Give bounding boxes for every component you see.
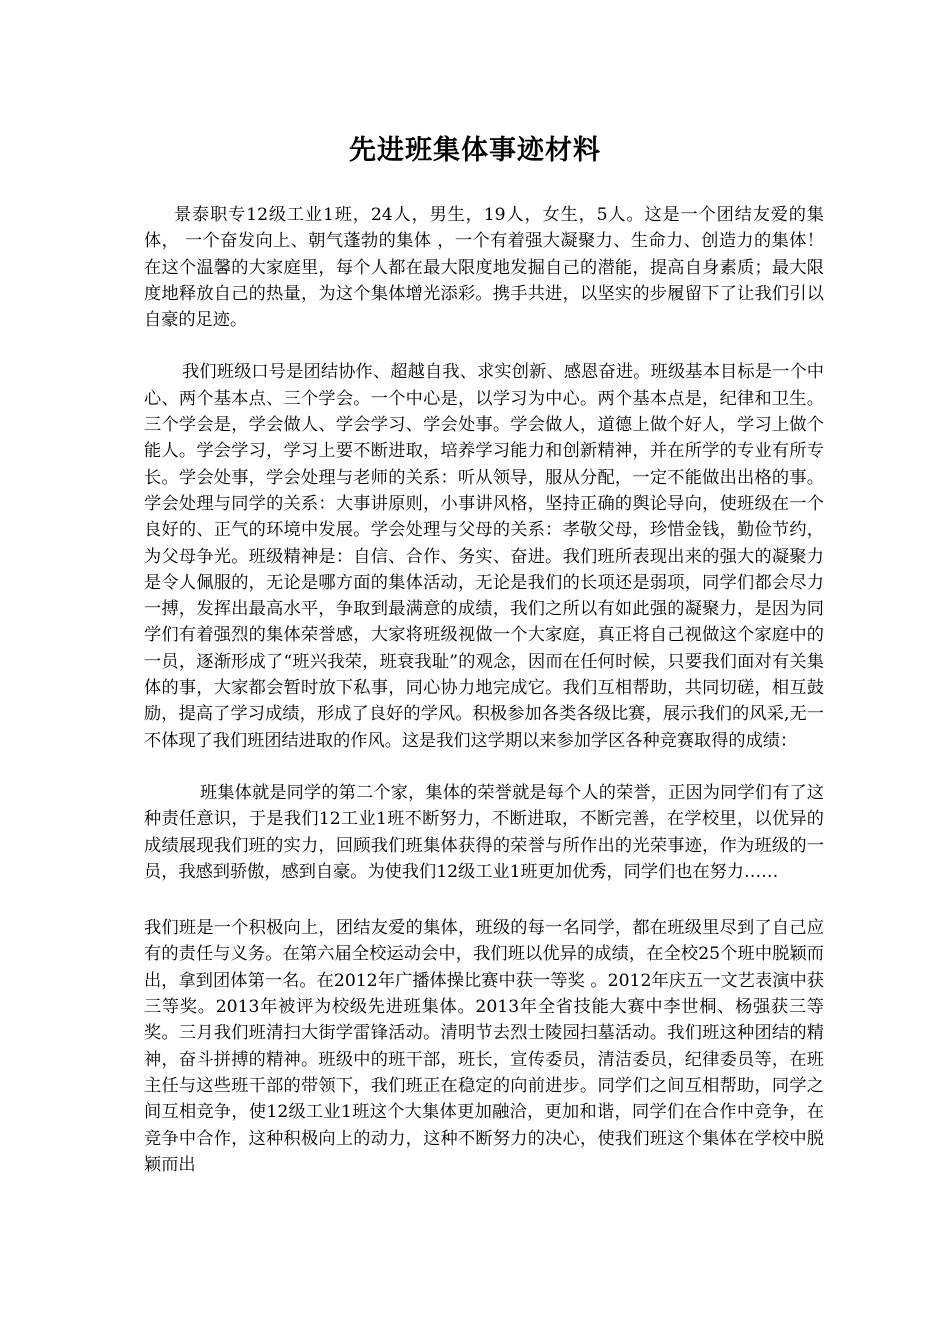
document-title: 先进班集体事迹材料 xyxy=(349,135,601,166)
paragraph-class-honor: 班集体就是同学的第二个家，集体的荣誉就是每个人的荣誉，正因为同学们有了这种责任意识，于是我们12工业1班不断努力，不断进取，不断完善，在学校里，以优异的成绩展现我们班的实力，回顾我们班集体获得的荣誉与所作出的光荣事迹，作为班级的一员，我感到骄傲，感到自豪。为使我们12级工业1班更加优秀，同学们也在努力…… xyxy=(144,782,824,882)
paragraph-class-achievements: 我们班是一个积极向上，团结友爱的集体，班级的每一名同学，都在班级里尽到了自己应有的责任与义务。在第六届全校运动会中，我们班以优异的成绩，在全校25个班中脱颖而出，拿到团体第一名。在2012年广播体操比赛中获一等奖 。2012年庆五一文艺表演中获三等奖。2013年被评为校级先进班集体。2013年全省技能大赛中李世桐、杨强获三等奖。三月我们班清扫大街学雷锋活动。清明节去烈士陵园扫墓活动。我们班这种团结的精神，奋斗拼搏的精神。班级中的班干部，班长，宣传委员，清洁委员，纪律委员等，在班主任与这些班干部的带领下，我们班正在稳定的向前进步。同学们之间互相帮助，同学之间互相竞争，使12级工业1班这个大集体更加融洽，更加和谐，同学们在合作中竞争，在竞争中合作，这种积极向上的动力，这种不断努力的决心，使我们班这个集体在学校中脱颖而出 xyxy=(144,918,824,1175)
paragraph-class-intro: 景泰职专12级工业1班，24人，男生，19人，女生，5人。这是一个团结友爱的集体， 一个奋发向上、朝气蓬勃的集体 ，一个有着强大凝聚力、生命力、创造力的集体！在这个温馨的大家庭里，每个人都在最大限度地发掘自己的潜能，提高自身素质；最大限度地释放自己的热量，为这个集体增光添彩。携手共进，以坚实的步履留下了让我们引以自豪的足迹。 xyxy=(144,205,824,331)
document-body xyxy=(144,202,824,1178)
paragraph-class-motto: 我们班级口号是团结协作、超越自我、求实创新、感恩奋进。班级基本目标是一个中心、两个基本点、三个学会。一个中心是，以学习为中心。两个基本点是，纪律和卫生。三个学会是，学会做人、学会学习、学会处事。学会做人，道德上做个好人，学习上做个能人。学会学习，学习上要不断进取，培养学习能力和创新精神，并在所学的专业有所专长。学会处事，学会处理与老师的关系：听从领导，服从分配，一定不能做出出格的事。学会处理与同学的关系：大事讲原则，小事讲风格，坚持正确的舆论导向，使班级在一个良好的、正气的环境中发展。学会处理与父母的关系：孝敬父母，珍惜金钱，勤俭节约，为父母争光。班级精神是：自信、合作、务实、奋进。我们班所表现出来的强大的凝聚力是令人佩服的，无论是哪方面的集体活动，无论是我们的长项还是弱项，同学们都会尽力一搏，发挥出最高水平，争取到最满意的成绩，我们之所以有如此强的凝聚力，是因为同学们有着强烈的集体荣誉感，大家将班级视做一个大家庭，真正将自己视做这个家庭中的一员，逐渐形成了“班兴我荣，班衰我耻”的观念，因而在任何时候，只要我们面对有关集体的事，大家都会暂时放下私事，同心协力地完成它。我们互相帮助，共同切磋，相互鼓励，提高了学习成绩，形成了良好的学风。积极参加各类各级比赛，展示我们的风采,无一不体现了我们班团结进取的作风。这是我们这学期以来参加学区各种竞赛取得的成绩： xyxy=(144,362,824,751)
